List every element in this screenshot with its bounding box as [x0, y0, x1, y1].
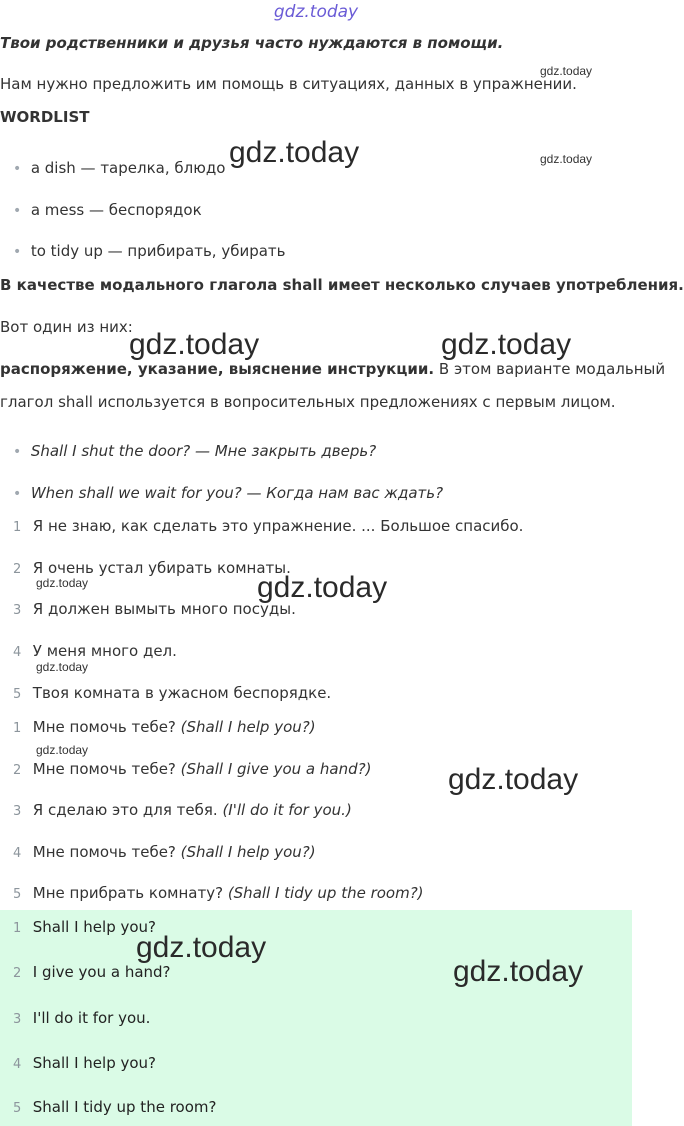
answer-item: [13, 963, 171, 981]
item-number: 2: [13, 966, 22, 981]
offer-ru: Мне помочь тебе?: [32, 760, 181, 778]
item-number: 1: [13, 721, 22, 736]
item-number: 3: [13, 603, 22, 618]
situation-item: [13, 559, 291, 577]
watermark: gdz.today: [453, 955, 584, 988]
here-one-text: Вот один из них:: [0, 318, 133, 336]
watermark: gdz.today: [129, 328, 260, 361]
offer-item: [13, 760, 371, 778]
instruction-bold: распоряжение, указание, выяснение инструкции.: [0, 360, 435, 378]
situation-text: Твоя комната в ужасном беспорядке.: [32, 684, 332, 702]
item-number: 5: [13, 887, 22, 902]
wordlist-item-text: to tidy up — прибирать, убирать: [30, 242, 286, 260]
intro-text: Нам нужно предложить им помощь в ситуациях, данных в упражнении.: [0, 75, 577, 93]
situation-item: [13, 684, 331, 702]
offer-item: [13, 801, 352, 819]
wordlist-item: [13, 201, 202, 219]
bullet-icon: •: [13, 486, 22, 502]
offer-en: (Shall I help you?): [180, 843, 316, 861]
offer-en: (Shall I give you a hand?): [180, 760, 372, 778]
item-number: 4: [13, 846, 22, 861]
wordlist-item-text: a dish — тарелка, блюдо: [30, 159, 226, 177]
wordlist-item-text: a mess — беспорядок: [30, 201, 202, 219]
offer-ru: Мне помочь тебе?: [32, 718, 181, 736]
watermark: gdz.today: [36, 576, 89, 590]
answer-item: [13, 1054, 156, 1072]
situation-item: [13, 600, 296, 618]
site-watermark-top: gdz.today: [273, 2, 359, 22]
situation-text: Я должен вымыть много посуды.: [32, 600, 296, 618]
example-text: When shall we wait for you? — Когда нам вас ждать?: [30, 484, 444, 502]
situation-item: [13, 517, 523, 535]
item-number: 2: [13, 562, 22, 577]
example-item: [13, 442, 376, 460]
answer-text: I give you a hand?: [32, 963, 171, 981]
answer-item: [13, 918, 156, 936]
example-text: Shall I shut the door? — Мне закрыть дверь?: [30, 442, 377, 460]
offer-item: [13, 718, 316, 736]
item-number: 1: [13, 520, 22, 535]
item-number: 4: [13, 1057, 22, 1072]
example-item: [13, 484, 443, 502]
item-number: 4: [13, 645, 22, 660]
watermark: gdz.today: [448, 763, 579, 796]
watermark: gdz.today: [136, 931, 267, 964]
answer-item: [13, 1098, 216, 1116]
instruction-rest: В этом варианте модальный: [434, 360, 666, 378]
item-number: 5: [13, 687, 22, 702]
answer-text: I'll do it for you.: [32, 1009, 151, 1027]
bullet-icon: •: [13, 444, 22, 460]
item-number: 1: [13, 921, 22, 936]
item-number: 5: [13, 1101, 22, 1116]
answer-text: Shall I help you?: [32, 918, 157, 936]
offer-ru: Мне прибрать комнату?: [32, 884, 228, 902]
bullet-icon: •: [13, 161, 22, 177]
modal-verb-heading: В качестве модального глагола shall имеет несколько случаев употребления.: [0, 276, 684, 294]
bullet-icon: •: [13, 244, 22, 260]
offer-ru: Я сделаю это для тебя.: [32, 801, 223, 819]
watermark: gdz.today: [257, 571, 388, 604]
item-number: 3: [13, 1012, 22, 1027]
offer-item: [13, 843, 316, 861]
watermark: gdz.today: [36, 660, 89, 674]
instruction-line2: глагол shall используется в вопросительных предложениях с первым лицом.: [0, 393, 616, 411]
item-number: 2: [13, 763, 22, 778]
watermark: gdz.today: [540, 64, 593, 78]
situation-text: У меня много дел.: [32, 642, 177, 660]
watermark: gdz.today: [441, 328, 572, 361]
offer-en: (Shall I tidy up the room?): [227, 884, 424, 902]
offer-en: (Shall I help you?): [180, 718, 316, 736]
answer-text: Shall I help you?: [32, 1054, 157, 1072]
watermark: gdz.today: [36, 743, 89, 757]
situation-item: [13, 642, 177, 660]
wordlist-heading: WORDLIST: [0, 108, 90, 126]
instruction-paragraph: [0, 360, 665, 378]
wordlist-item: [13, 242, 286, 260]
bullet-icon: •: [13, 203, 22, 219]
answer-text: Shall I tidy up the room?: [32, 1098, 217, 1116]
situation-text: Я очень устал убирать комнаты.: [32, 559, 291, 577]
offer-item: [13, 884, 424, 902]
answer-item: [13, 1009, 150, 1027]
offer-ru: Мне помочь тебе?: [32, 843, 181, 861]
offer-en: (I'll do it for you.): [222, 801, 352, 819]
item-number: 3: [13, 804, 22, 819]
wordlist-item: [13, 159, 225, 177]
watermark: gdz.today: [540, 152, 593, 166]
watermark: gdz.today: [229, 136, 360, 169]
intro-italic-text: Твои родственники и друзья часто нуждаются в помощи.: [0, 34, 504, 52]
situation-text: Я не знаю, как сделать это упражнение. ... Большое спасибо.: [32, 517, 524, 535]
